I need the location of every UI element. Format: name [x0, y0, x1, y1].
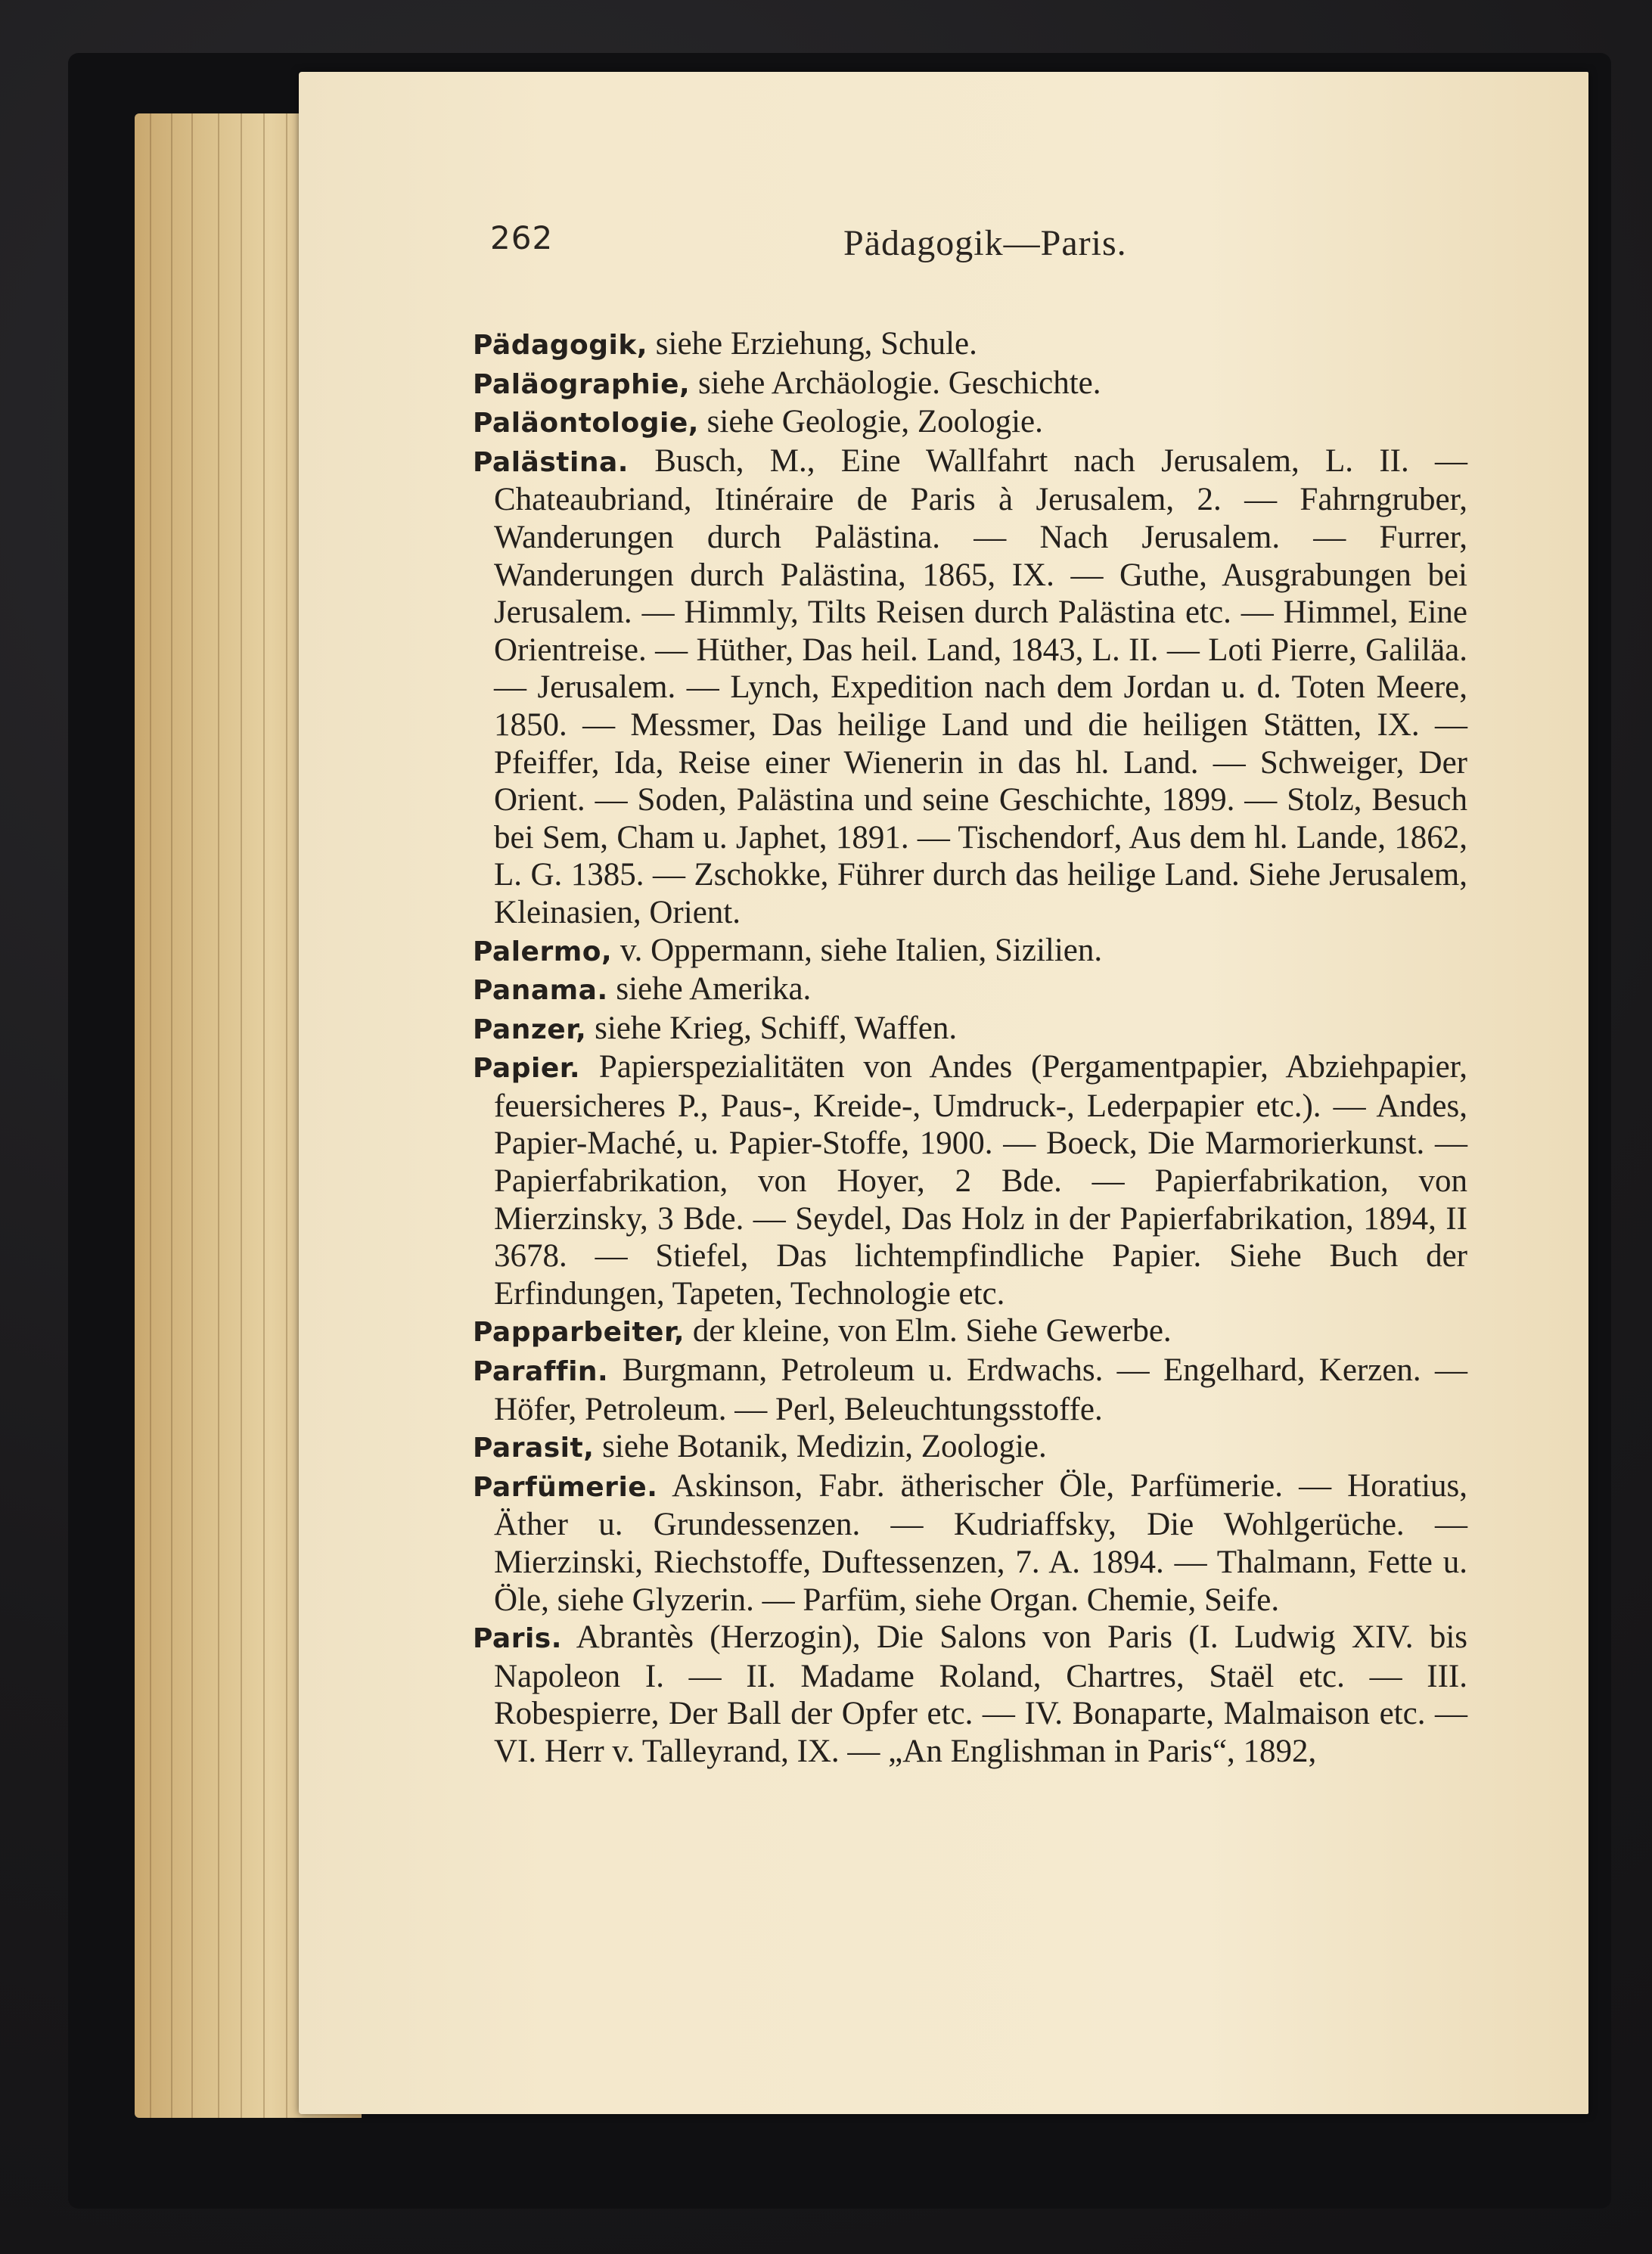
entry-keyword: Paläographie,: [473, 368, 691, 400]
index-text: [473, 325, 1467, 1771]
entry-panama: [473, 970, 1467, 1010]
book-page: [299, 72, 1588, 2114]
entry-keyword: Paris.: [473, 1623, 562, 1655]
page-header: [299, 219, 1588, 287]
entry-paraffin: [473, 1352, 1467, 1428]
entry-parasit: [473, 1428, 1467, 1467]
entry-papier: [473, 1048, 1467, 1312]
entry-keyword: Paläontologie,: [473, 408, 699, 439]
entry-keyword: Palästina.: [473, 446, 629, 478]
entry-panzer: [473, 1010, 1467, 1049]
entry-keyword: Pädagogik,: [473, 330, 648, 361]
entry-text: Busch, M., Eine Wallfahrt nach Jerusalem, L. II. — Chateaubriand, Itinéraire de Paris à Jerusalem, 2. — Fahrngruber, Wanderungen durch Palästina. — Nach Jerusalem. — Furrer, Wanderungen durch Palästina, 1865, IX. — Guthe, Ausgrabungen bei Jerusalem. — Himmly, Tilts Reisen durch Palästina etc. — Himmel, Eine Orientreise. — Hüther, Das heil. Land, 1843, L. II. — Loti Pierre, Galiläa. — Jerusalem. — Lynch, Expedition nach dem Jordan u. d. Toten Meere, 1850. — Messmer, Das heilige Land und die heiligen Stätten, IX. — Pfeiffer, Ida, Reise einer Wienerin in das hl. Land. — Schweiger, Der Orient. — Soden, Palästina und seine Geschichte, 1899. — Stolz, Besuch bei Sem, Cham u. Japhet, 1891. — Tischendorf, Aus dem hl. Lande, 1862, L. G. 1385. — Zschokke, Führer durch das heilige Land. Siehe Jerusalem, Kleinasien, Orient.: [494, 442, 1467, 930]
entry-paedagogik: [473, 325, 1467, 365]
running-title: Pädagogik—Paris.: [843, 223, 1127, 263]
entry-text: siehe Botanik, Medizin, Zoologie.: [594, 1429, 1047, 1465]
entry-keyword: Parfümerie.: [473, 1471, 658, 1503]
entry-text: Abrantès (Herzogin), Die Salons von Paris (I. Ludwig XIV. bis Napoleon I. — II. Madame Roland, Chartres, Staël etc. — III. Robespierre, Der Ball der Opfer etc. — IV. Bonaparte, Malmaison etc. — VI. Herr v. Talleyrand, IX. — „An Englishman in Paris“, 1892,: [494, 1619, 1467, 1769]
entry-parfuemerie: [473, 1467, 1467, 1619]
entry-text: siehe Geologie, Zoologie.: [698, 404, 1043, 440]
entry-keyword: Parasit,: [473, 1433, 595, 1464]
entry-palermo: [473, 932, 1467, 971]
entry-text: der kleine, von Elm. Siehe Gewerbe.: [685, 1313, 1172, 1349]
entry-text: siehe Krieg, Schiff, Waffen.: [586, 1010, 958, 1046]
entry-palaeographie: [473, 365, 1467, 404]
entry-text: Askinson, Fabr. ätherischer Öle, Parfümerie. — Horatius, Äther u. Grundessenzen. — Kudriaffsky, Die Wohlgerüche. — Mierzinski, Riechstoffe, Duftessenzen, 7. A. 1894. — Thalmann, Fette u. Öle, siehe Glyzerin. — Parfüm, siehe Organ. Chemie, Seife.: [494, 1467, 1467, 1618]
entry-keyword: Panama.: [473, 975, 608, 1007]
entry-text: siehe Erziehung, Schule.: [647, 326, 977, 362]
entry-text: Papierspezialitäten von Andes (Pergamentpapier, Abziehpapier, feuersicheres P., Paus-, Kreide-, Umdruck-, Lederpapier etc.). — Andes, Papier-Maché, u. Papier-Stoffe, 1900. — Boeck, Die Marmorierkunst. — Papierfabrikation, von Hoyer, 2 Bde. — Papierfabrikation, von Mierzinsky, 3 Bde. — Seydel, Das Holz in der Papierfabrikation, 1894, II 3678. — Stiefel, Das lichtempfindliche Papier. Siehe Buch der Erfindungen, Tapeten, Technologie etc.: [494, 1049, 1467, 1312]
entry-papparbeiter: [473, 1312, 1467, 1352]
entry-text: v. Oppermann, siehe Italien, Sizilien.: [612, 932, 1103, 968]
entry-keyword: Papparbeiter,: [473, 1317, 685, 1349]
page-number: 262: [490, 219, 554, 256]
entry-text: siehe Archäologie. Geschichte.: [690, 365, 1101, 401]
entry-keyword: Palermo,: [473, 936, 613, 967]
entry-palaestina: [473, 442, 1467, 932]
entry-keyword: Panzer,: [473, 1014, 587, 1045]
entry-text: Burgmann, Petroleum u. Erdwachs. — Engelhard, Kerzen. — Höfer, Petroleum. — Perl, Beleuchtungsstoffe.: [494, 1352, 1467, 1427]
entry-paris: [473, 1619, 1467, 1770]
entry-keyword: Paraffin.: [473, 1356, 609, 1388]
entry-palaeontologie: [473, 403, 1467, 442]
entry-keyword: Papier.: [473, 1053, 581, 1085]
entry-text: siehe Amerika.: [607, 971, 812, 1007]
